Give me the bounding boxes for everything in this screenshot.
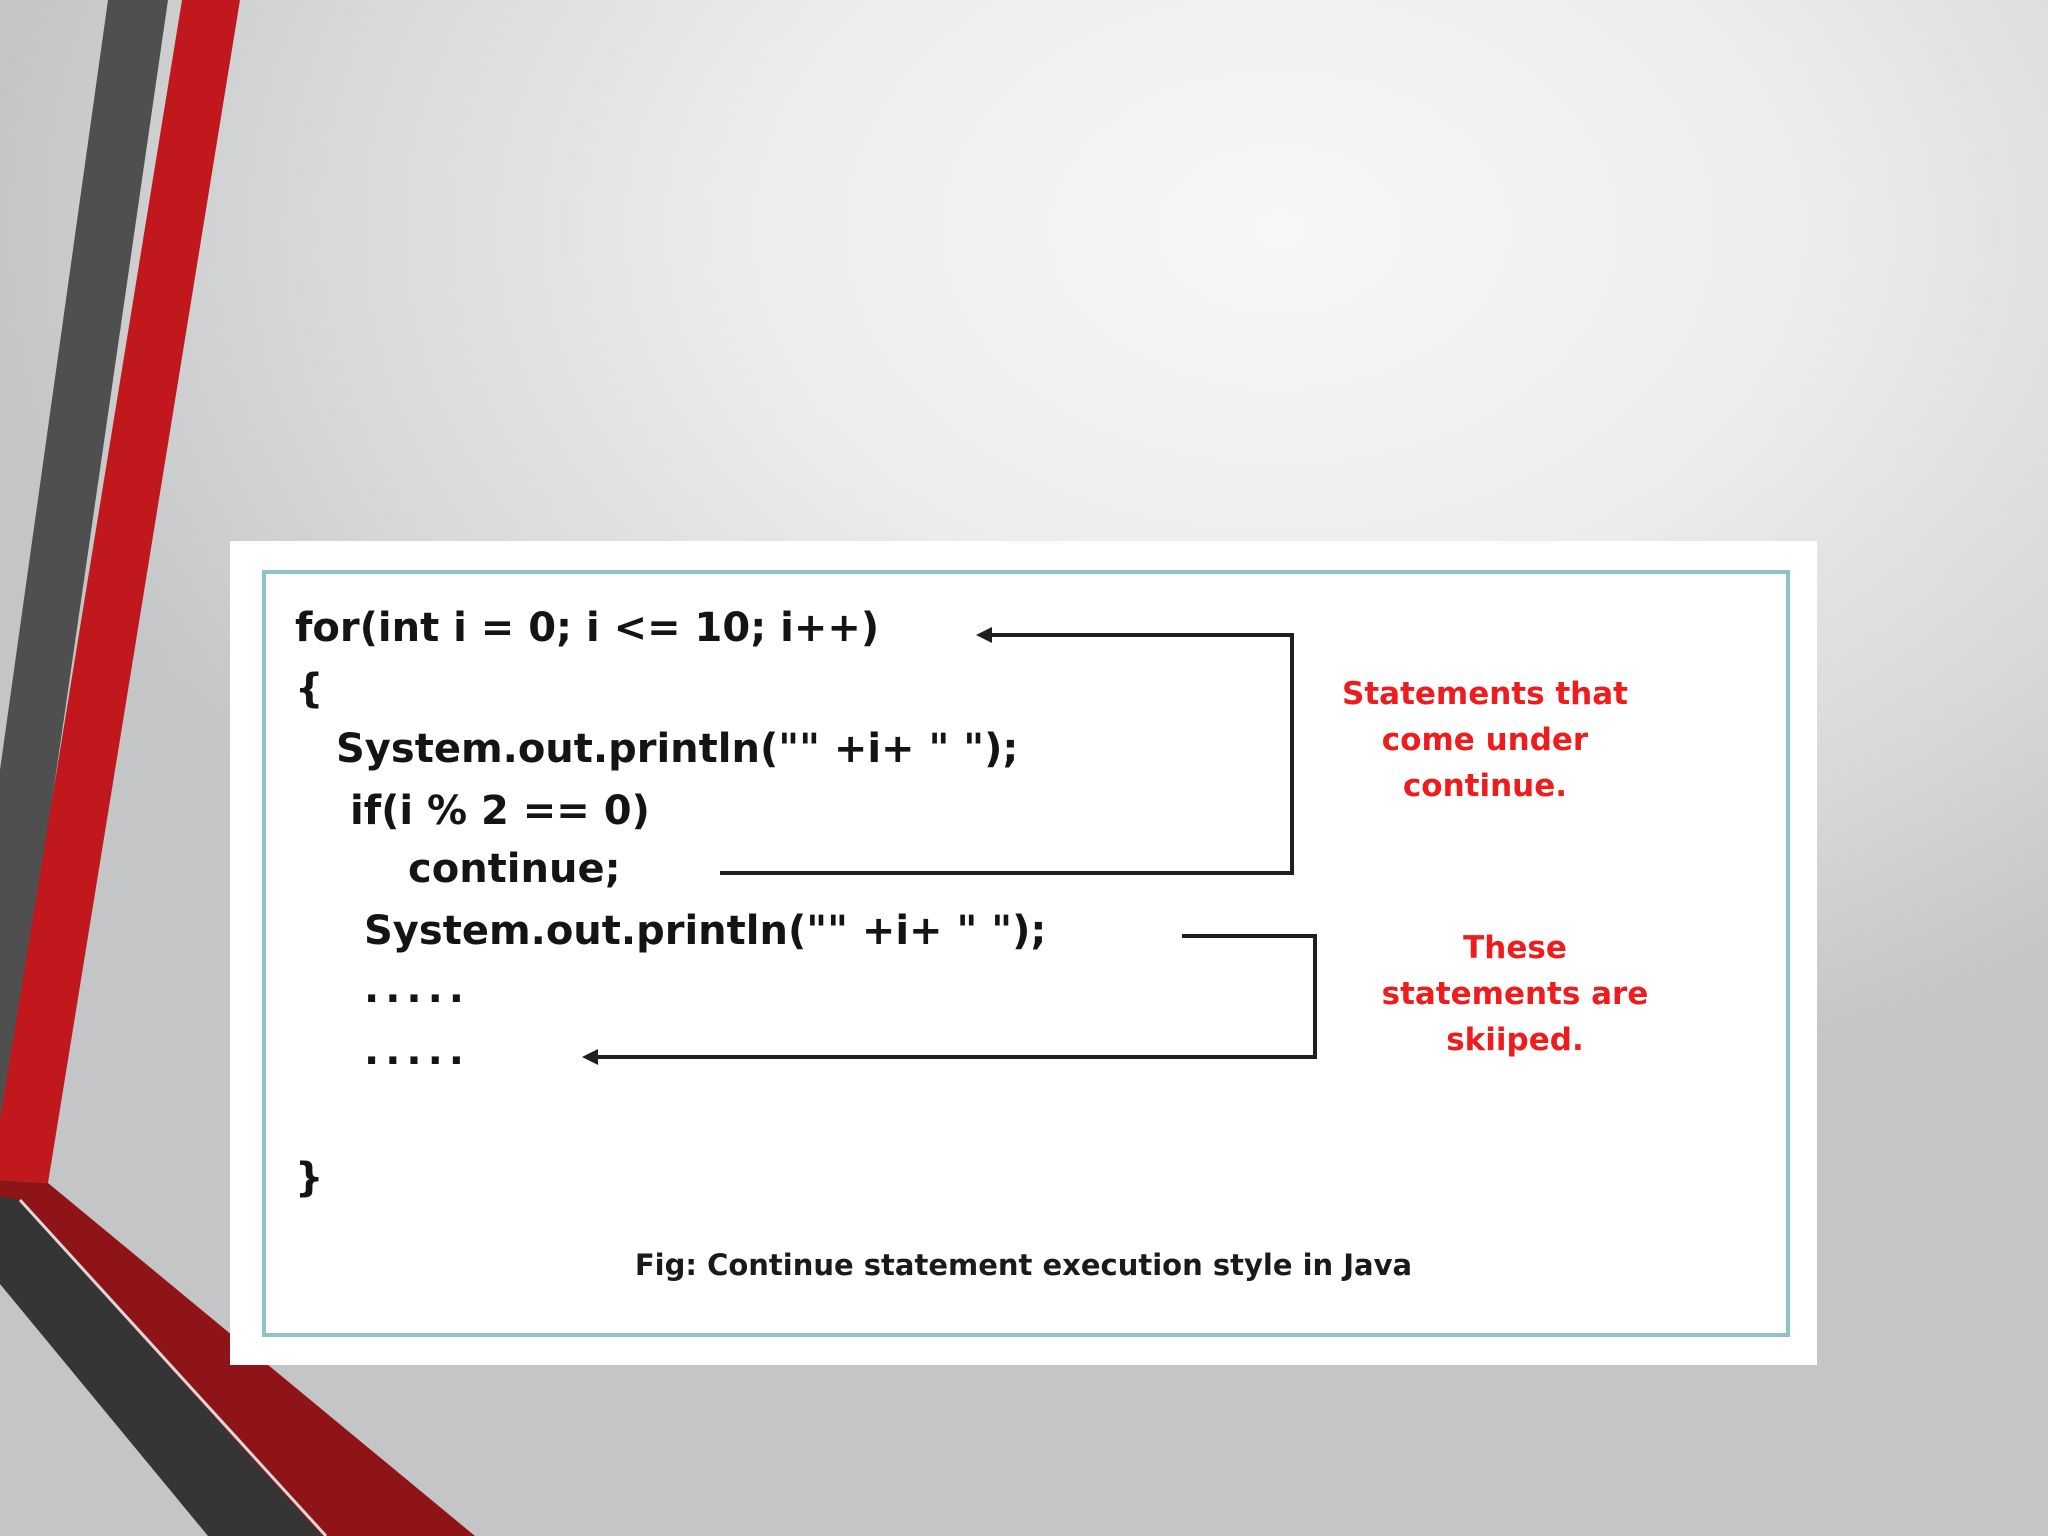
code-line-println-2: System.out.println("" +i+ " "); (364, 908, 1047, 954)
code-line-ellipsis-2: ..... (364, 1028, 470, 1074)
code-line-continue: continue; (408, 846, 621, 892)
continue-arrow-line (720, 635, 1292, 873)
skip-arrow-line (596, 936, 1315, 1057)
code-line-open-brace: { (295, 666, 324, 712)
continue-arrowhead (976, 627, 992, 643)
code-line-if: if(i % 2 == 0) (350, 788, 650, 834)
figure-card (230, 541, 1817, 1365)
skip-arrowhead (582, 1049, 598, 1065)
continue-annotation: Statements that come under continue. (1342, 676, 1628, 804)
code-line-println-1: System.out.println("" +i+ " "); (336, 726, 1019, 772)
skipped-annotation: These statements are skiiped. (1381, 930, 1649, 1058)
code-line-close-brace: } (295, 1155, 324, 1201)
code-line-for-loop: for(int i = 0; i <= 10; i++) (295, 605, 880, 651)
figure-caption: Fig: Continue statement execution style in Java (634, 1248, 1413, 1282)
code-line-ellipsis-1: ..... (364, 966, 470, 1012)
